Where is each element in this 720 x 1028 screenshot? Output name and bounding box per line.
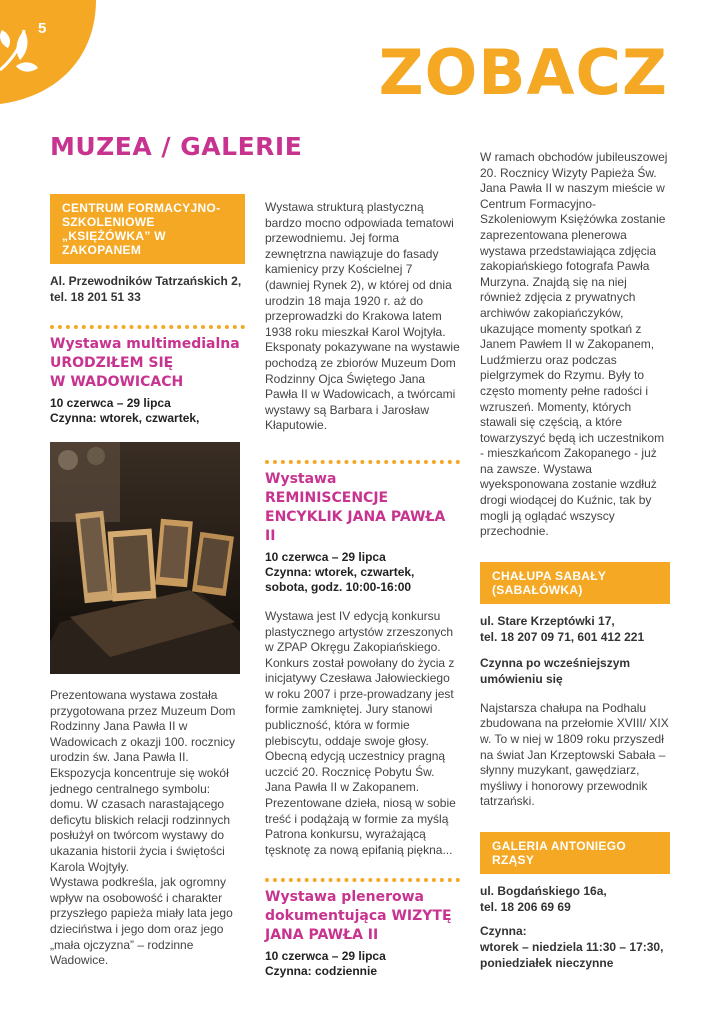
section-title: MUZEA / GALERIE	[50, 132, 303, 161]
event-title-reminiscencje	[265, 470, 460, 546]
phone-line: tel. 18 201 51 33	[50, 290, 141, 304]
description-paragraph: Wystawa strukturą plastyczną bardzo mocno odpowiada tematowi przewodniemu. Jej forma zewnętrzna nawiązuje do fasady kamienicy przy Kościelnej 7 (dawniej Rynek 2), w której od dnia urodzin 18 maja 1920 r. aż do przeprowadzki do Krakowa latem 1938 roku mieszkał Karol Wojtyła. Eksponaty pokazywane na wystawie pochodzą ze zbiorów Muzeum Dom Rodzinny Ojca Świętego Jana Pawła II w Wadowicach, a twórcami wystawy są Barbara i Jarosław Kłaputowie.	[265, 200, 460, 433]
event-title-wizyta	[265, 888, 460, 945]
event-hours: Czynna: wtorek, czwartek, sobota, godz. 10:00-16:00	[265, 564, 415, 594]
page-title: ZOBACZ	[378, 36, 668, 109]
hours-label: Czynna:	[480, 924, 527, 938]
event-hours: Czynna: codziennie	[265, 964, 378, 979]
event-title-line: ENCYKLIK JANA PAWŁA II	[265, 508, 446, 544]
event-title-line: W WADOWICACH	[50, 374, 184, 390]
phone-line: tel. 18 207 09 71, 601 412 221	[480, 629, 645, 644]
event-title-line: JANA PAWŁA II	[265, 927, 379, 944]
description-paragraph: Obecną edycją uczestnicy pragną uczcić 20. Rocznicę Pobytu Św. Jana Pawła II w Zakopanem. Prezentowane dzieła, niosą w sobie treść i podążają w formie za myślą Patrona konkursu, wyrażającą tęsknotę za nową epifanią piękna...	[265, 749, 456, 857]
venue-hours: Czynna po wcześniejszym umówieniu się	[480, 655, 631, 686]
phone-line: tel. 18 206 69 69	[480, 900, 571, 914]
description-paragraph: Wystawa podkreśla, jak ogromny wpływ na osobowość i charakter przyszłego papieża miały lata jego dzieciństwa i jego dom oraz jego „mała ojczyzna” – rodzinne Wadowice.	[50, 875, 233, 968]
event-title-line: URODZIŁEM SIĘ	[50, 355, 174, 371]
venue-box-sabalowka: CHAŁUPA SABAŁY (SABAŁÓWKA)	[480, 562, 670, 604]
column-3	[480, 150, 670, 971]
event-title-line: dokumentująca WIZYTĘ	[265, 908, 452, 925]
event-title-line: Wystawa multimedialna	[50, 336, 240, 352]
exhibition-photo	[50, 442, 240, 674]
dotted-divider	[265, 460, 460, 464]
address-line: Al. Przewodników Tatrzańskich 2,	[50, 274, 242, 288]
event-title-line: Wystawa REMINISCENCJE	[265, 470, 389, 506]
event-meta	[265, 949, 460, 979]
photo-illustration	[50, 442, 240, 674]
page-number: 5	[38, 20, 47, 37]
address-line: ul. Bogdańskiego 16a,	[480, 884, 607, 898]
venue-address	[480, 883, 670, 915]
venue-address	[480, 613, 670, 645]
event-dates: 10 czerwca – 29 lipca	[50, 396, 171, 410]
venue-address	[50, 273, 245, 305]
event-dates: 10 czerwca – 29 lipca	[265, 949, 386, 964]
event-dates: 10 czerwca – 29 lipca	[265, 549, 386, 564]
dotted-divider	[50, 325, 245, 329]
dotted-divider	[265, 878, 460, 882]
corner-leaf-decoration	[0, 0, 104, 104]
address-line: ul. Stare Krzeptówki 17,	[480, 613, 615, 628]
description-paragraph: Wystawa jest IV edycją konkursu plastycznego artystów zrzeszonych w ZPAP Okręgu Zakopiańskiego. Konkurs został powołany do życia z inicjatywy Czesława Jałowieckiego w roku 2007 i prze-prowadzany jest formie zamkniętej. Jury stanowi publiczność, która w formie plebiscytu, oddaje swoje głosy.	[265, 608, 455, 748]
hours-line: poniedziałek nieczynne	[480, 956, 614, 970]
event-title-line: Wystawa plenerowa	[265, 889, 424, 906]
description-paragraph: W ramach obchodów jubileuszowej 20. Rocznicy Wizyty Papieża Św. Jana Pawła II w naszym mieście w Centrum Formacyjno-Szkoleniowym Księżówka zostanie zaprezentowana plenerowa wystawa przedstawiająca zdjęcia zakopiańskiego fotografa Pawła Murzyna. Znajdą się na niej również zdjęcia z prywatnych archiwów zakopiańczyków, ukazujące momenty spotkań z Janem Pawłem II w Zakopanem, Ludźmierzu oraz podczas pielgrzymek do Rzymu. Były to często momenty pełne radości i wzruszeń. Momenty, których stawali się częścią, a które towarzyszyć będą ich uczestnikom - mieszkańcom Zakopanego - już na zawsze. Wystawa wyeksponowana zostanie wzdłuż drogi wiodącej do Kuźnic, tak by mogli ją oglądać wszyscy przechodnie.	[480, 150, 668, 539]
column-1	[50, 194, 245, 969]
event-title-urodzilem	[50, 335, 245, 392]
description-paragraph: Prezentowana wystawa została przygotowana przez Muzeum Dom Rodzinny Jana Pawła II w Wadowicach z okazji 100. rocznicy urodzin św. Jana Pawła II. Ekspozycja koncentruje się wokół jednego centralnego symbolu: domu. W czasach narastającego deficytu bliskich relacji rodzinnych posłużył on twórcom wystawy do ukazania historii życia i świętości Karola Wojtyły.	[50, 688, 236, 874]
column-2	[265, 200, 460, 979]
event-meta	[50, 396, 245, 426]
description-paragraph: Najstarsza chałupa na Podhalu zbudowana na przełomie XVIII/ XIX w. To w niej w 1809 roku przyszedł na świat Jan Krzeptowski Sabała – słynny muzykant, gawędziarz, myśliwy i honorowy przewodnik tatrzański.	[480, 700, 669, 809]
venue-box-ksiezowka: CENTRUM FORMACYJNO-SZKOLENIOWE „KSIĘŻÓWKA” W ZAKOPANEM	[50, 194, 245, 264]
event-meta	[265, 550, 460, 595]
venue-hours	[480, 923, 670, 971]
venue-box-galeria-rzasy: GALERIA ANTONIEGO RZĄSY	[480, 832, 670, 874]
hours-line: wtorek – niedziela 11:30 – 17:30,	[480, 940, 664, 954]
event-hours: Czynna: wtorek, czwartek,	[50, 411, 200, 425]
